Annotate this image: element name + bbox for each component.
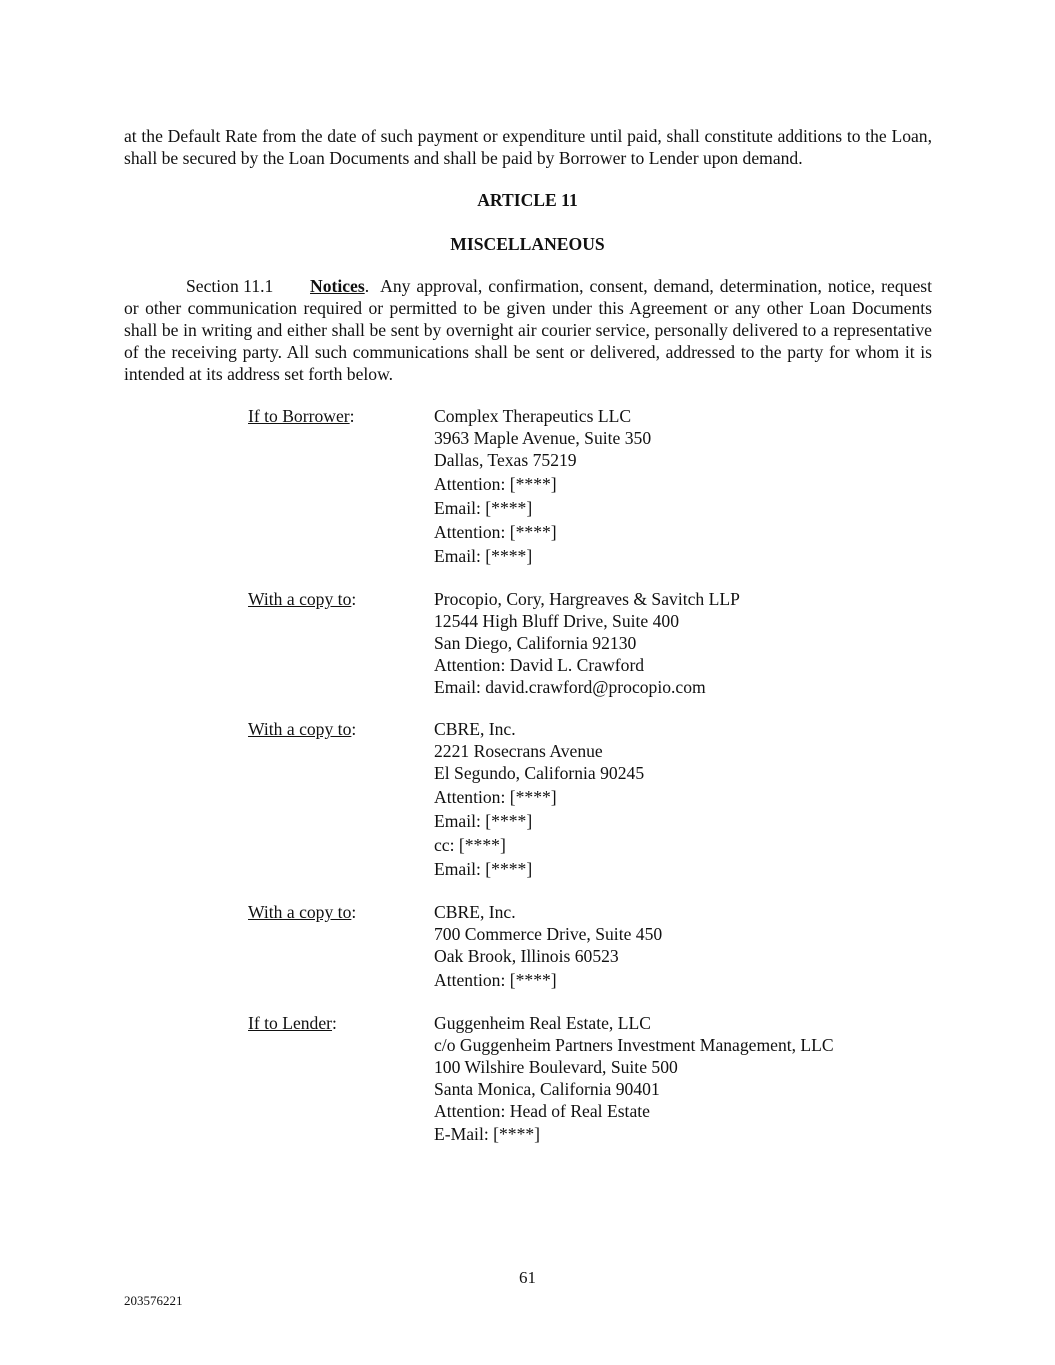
page-number: 61	[519, 1268, 536, 1287]
article-number: ARTICLE 11	[477, 190, 578, 210]
address-line: Attention: [****]	[434, 474, 557, 494]
address-line: Santa Monica, California 90401	[434, 1079, 660, 1099]
address-line: 700 Commerce Drive, Suite 450	[434, 924, 663, 944]
address-line: 12544 High Bluff Drive, Suite 400	[434, 611, 679, 631]
section-heading: Notices	[310, 276, 365, 296]
notice-label-borrower: If to Borrower:	[248, 406, 355, 426]
address-line: El Segundo, California 90245	[434, 763, 645, 783]
address-line: Email: [****]	[434, 859, 533, 879]
address-line: San Diego, California 92130	[434, 633, 637, 653]
address-line: Attention: Head of Real Estate	[434, 1101, 650, 1121]
address-line: Email: david.crawford@procopio.com	[434, 677, 706, 697]
notice-address-borrower	[434, 405, 994, 567]
address-line: Email: [****]	[434, 546, 533, 566]
address-line: Dallas, Texas 75219	[434, 450, 577, 470]
notice-label-lender: If to Lender:	[248, 1013, 337, 1033]
address-line: Email: [****]	[434, 811, 533, 831]
address-line: c/o Guggenheim Partners Investment Management, LLC	[434, 1035, 834, 1055]
section-number: Section 11.1	[186, 276, 274, 296]
notice-address-copy-1	[434, 588, 994, 698]
notice-label-copy-3: With a copy to:	[248, 902, 357, 922]
address-line: Attention: [****]	[434, 522, 557, 542]
address-line: Oak Brook, Illinois 60523	[434, 946, 619, 966]
address-line: cc: [****]	[434, 835, 506, 855]
notice-label-copy-1: With a copy to:	[248, 589, 357, 609]
address-line: Attention: [****]	[434, 970, 557, 990]
address-line: CBRE, Inc.	[434, 902, 516, 922]
address-line: Attention: David L. Crawford	[434, 655, 645, 675]
article-title: MISCELLANEOUS	[450, 234, 605, 254]
address-line: Procopio, Cory, Hargreaves & Savitch LLP	[434, 589, 740, 609]
address-line: Guggenheim Real Estate, LLC	[434, 1013, 651, 1033]
address-line: Complex Therapeutics LLC	[434, 406, 632, 426]
section-text: Any approval, confirmation, consent, demand, determination, notice, request or other communication required or permitted to be given under this Agreement or any other Loan Documents shall be in writing and either shall be sent by overnight air courier service, personally delivered to a representative of the receiving party. All such communications shall be sent or delivered, addressed to the party for whom it is intended at its address set forth below.	[124, 276, 932, 384]
notice-address-lender	[434, 1012, 994, 1145]
address-line: CBRE, Inc.	[434, 719, 516, 739]
address-line: Attention: [****]	[434, 787, 557, 807]
address-line: Email: [****]	[434, 498, 533, 518]
document-id: 203576221	[124, 1293, 183, 1308]
address-line: 3963 Maple Avenue, Suite 350	[434, 428, 652, 448]
notice-address-copy-3	[434, 901, 994, 991]
notice-label-copy-2: With a copy to:	[248, 719, 357, 739]
continuation-paragraph: at the Default Rate from the date of such payment or expenditure until paid, shall constitute additions to the Loan, shall be secured by the Loan Documents and shall be paid by Borrower to Lender upon demand.	[124, 126, 932, 168]
address-line: 100 Wilshire Boulevard, Suite 500	[434, 1057, 678, 1077]
section-11-1-paragraph: Section 11.1 Notices. Any approval, confirmation, consent, demand, determination, notice, request or other communication required or permitted to be given under this Agreement or any other Loan Documents shall be in writing and either shall be sent by overnight air courier service, personally delivered to a representative of the receiving party. All such communications shall be sent or delivered, addressed to the party for whom it is intended at its address set forth below.	[124, 276, 932, 384]
address-line: 2221 Rosecrans Avenue	[434, 741, 603, 761]
notice-address-copy-2	[434, 718, 994, 880]
address-line: E-Mail: [****]	[434, 1124, 541, 1144]
